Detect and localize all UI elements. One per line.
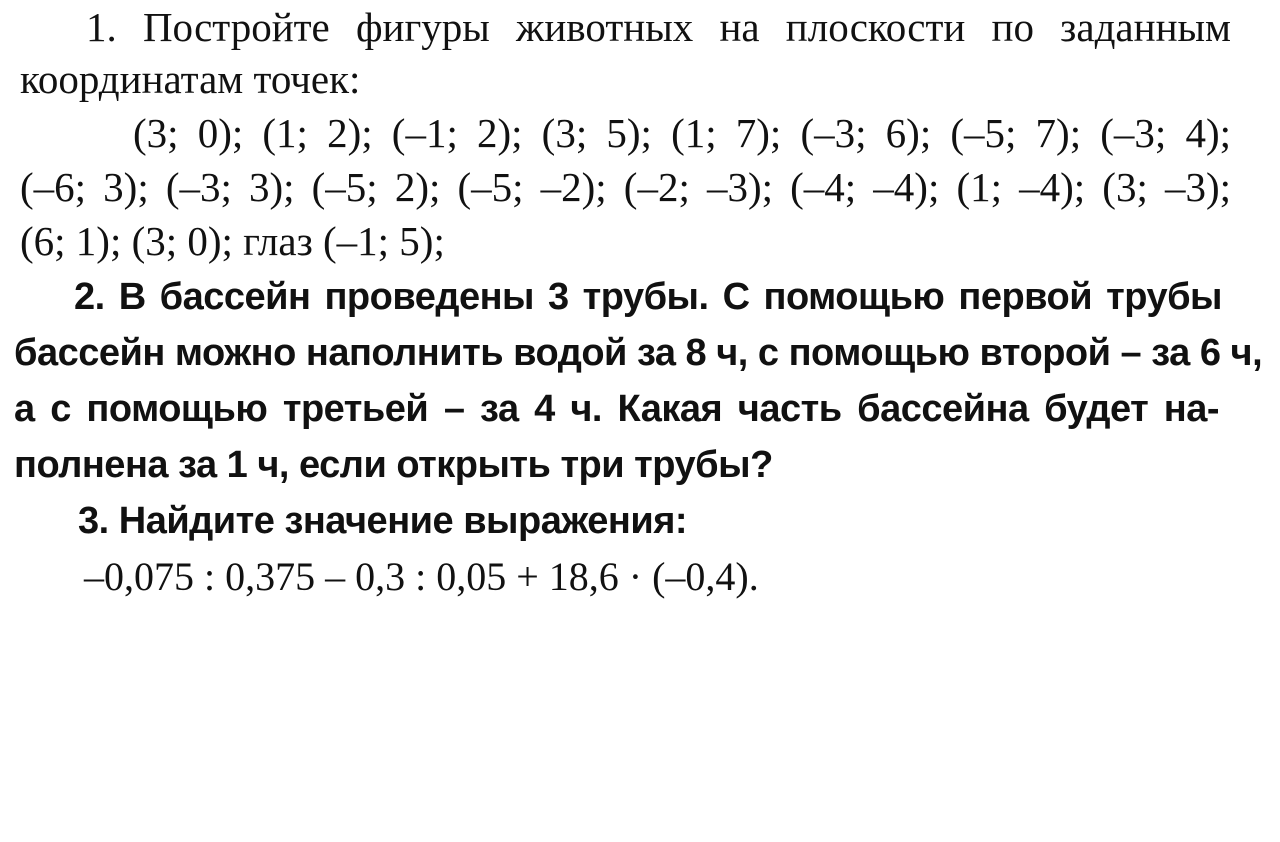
task1-line1: 1. Постройте фигуры животных на плоскости по заданным [86,4,1231,50]
task1-coords-line2: (–6; 3); (–3; 3); (–5; 2); (–5; –2); (–2; –3); (–4; –4); (1; –4); (3; –3); [20,164,1231,210]
task2-line3: а с помощью третьей – за 4 ч. Какая часть бассейна будет на- [14,388,1219,430]
task1-coords-line3: (6; 1); (3; 0); глаз (–1; 5); [20,218,445,264]
task1-coords-line1: (3; 0); (1; 2); (–1; 2); (3; 5); (1; 7); (–3; 6); (–5; 7); (–3; 4); [133,110,1231,156]
task2-line2: бассейн можно наполнить водой за 8 ч, с помощью второй – за 6 ч, [14,332,1263,374]
task3-expression: –0,075 : 0,375 – 0,3 : 0,05 + 18,6 · (–0,4). [84,554,759,599]
task2-line1: 2. В бассейн проведены 3 трубы. С помощью первой трубы [74,276,1222,318]
task1-line2: координатам точек: [20,56,361,102]
task3-line1: 3. Найдите значение выражения: [78,500,688,542]
task2-line4: полнена за 1 ч, если открыть три трубы? [14,444,773,486]
